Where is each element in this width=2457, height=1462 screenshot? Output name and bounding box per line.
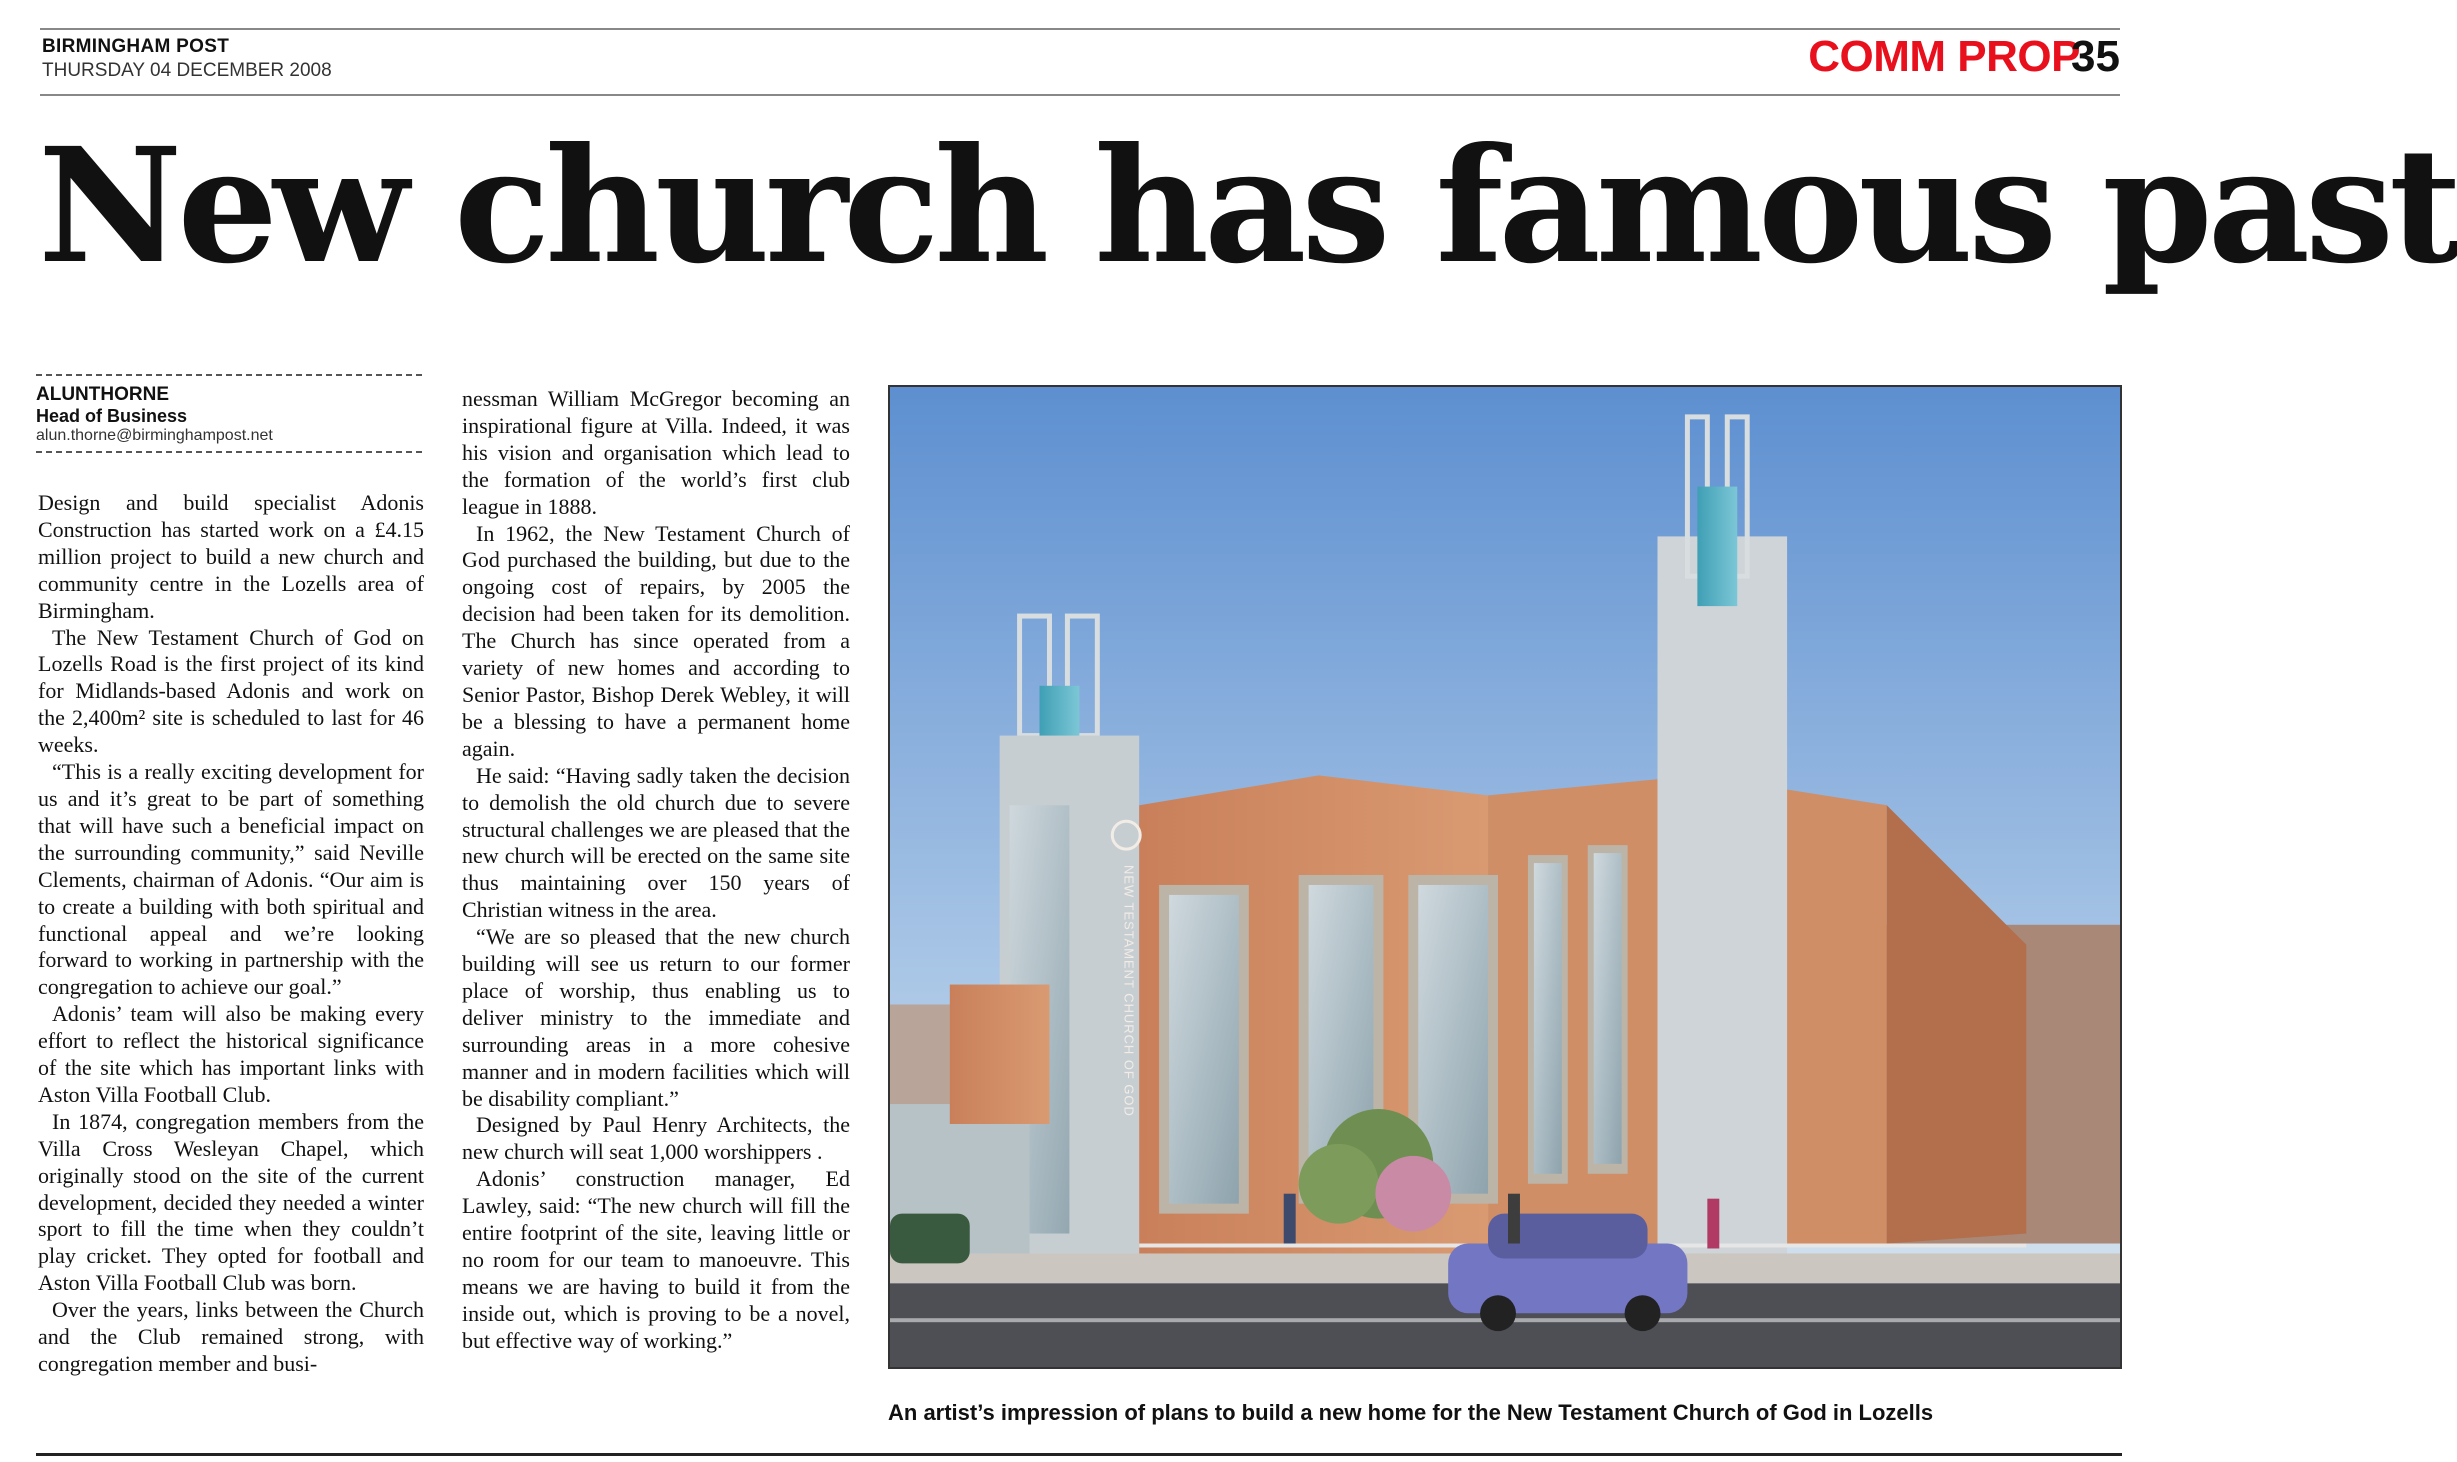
page-number: 35: [2071, 32, 2120, 81]
footer-rule: [36, 1453, 2122, 1456]
paper-name: BIRMINGHAM POST: [42, 36, 230, 57]
building-sign: NEW TESTAMENT CHURCH OF GOD: [1121, 865, 1137, 1117]
masthead: [40, 28, 2120, 96]
article-paragraph: Designed by Paul Henry Architects, the new church will seat 1,000 worshippers .: [462, 1112, 850, 1165]
article-paragraph: The New Testament Church of God on Lozells Road is the first project of its kind for Midlands-based Adonis and work on the 2,400m² site is scheduled to last for 46 weeks.: [38, 624, 424, 758]
section-label: COMM PROP: [1808, 32, 2080, 81]
photo-caption: An artist’s impression of plans to build a new home for the New Testament Church of God in Lozells: [888, 1400, 1934, 1425]
byline-role: Head of Business: [36, 406, 188, 426]
article-paragraph: Adonis’ team will also be making every effort to reflect the historical significance of the site which has important links with Aston Villa Football Club.: [38, 1001, 424, 1107]
article-paragraph: He said: “Having sadly taken the decision to demolish the old church due to severe structural challenges we are pleased that the new church will be erected on the same site thus maintaining over 150 years of Christian witness in the area.: [462, 762, 850, 923]
article-paragraph: “This is a really exciting development for us and it’s great to be part of something that will have such a beneficial impact on the surrounding community,” said Neville Clements, chairman of Adonis. “Our aim is to create a building with both spiritual and functional appeal and we’re looking forward to working in partnership with the congregation to achieve our goal.”: [38, 759, 424, 1000]
byline-email: alun.thorne@birminghampost.net: [36, 427, 273, 444]
headline: New church has famous past: [38, 114, 2457, 299]
article-paragraph: In 1962, the New Testament Church of God purchased the building, but due to the ongoing cost of repairs, by 2005 the decision had been taken for its demolition. The Church has since operated from a variety of new homes and according to Senior Pastor, Bishop Derek Webley, it will be a blessing to have a permanent home again.: [462, 520, 850, 761]
article-paragraph: Adonis’ construction manager, Ed Lawley, said: “The new church will fill the entire footprint of the site, leaving little or no room for our team to manoeuvre. This means we are having to build it from the inside out, which is proving to be a novel, but effective way of working.”: [462, 1166, 850, 1353]
church-artist-impression: [890, 387, 2120, 1367]
publication-date: THURSDAY 04 DECEMBER 2008: [42, 60, 332, 81]
article-paragraph: nessman William McGregor becoming an inspirational figure at Villa. Indeed, it was his vision and organisation which lead to the formation of the world’s first club league in 1888.: [462, 386, 850, 519]
article-column-2: [462, 386, 850, 1355]
church-illustration: [888, 385, 2122, 1369]
article-column-1: [38, 490, 424, 1378]
article-paragraph: In 1874, congregation members from the Villa Cross Wesleyan Chapel, which originally stood on the site of the current development, decided they needed a winter sport to fill the time when they couldn’t play cricket. They opted for football and Aston Villa Football Club was born.: [38, 1108, 424, 1296]
byline-author: ALUNTHORNE: [36, 384, 169, 405]
article-paragraph: Over the years, links between the Church and the Club remained strong, with congregation member and busi-: [38, 1297, 424, 1376]
byline: [36, 374, 422, 453]
article-paragraph: “We are so pleased that the new church building will see us return to our former place of worship, thus enabling us to deliver ministry to the immediate and surrounding areas in a more cohesive manner and in modern facilities which will be disability compliant.”: [462, 924, 850, 1111]
article-paragraph: Design and build specialist Adonis Construction has started work on a £4.15 million project to build a new church and community centre in the Lozells area of Birmingham.: [38, 490, 424, 623]
